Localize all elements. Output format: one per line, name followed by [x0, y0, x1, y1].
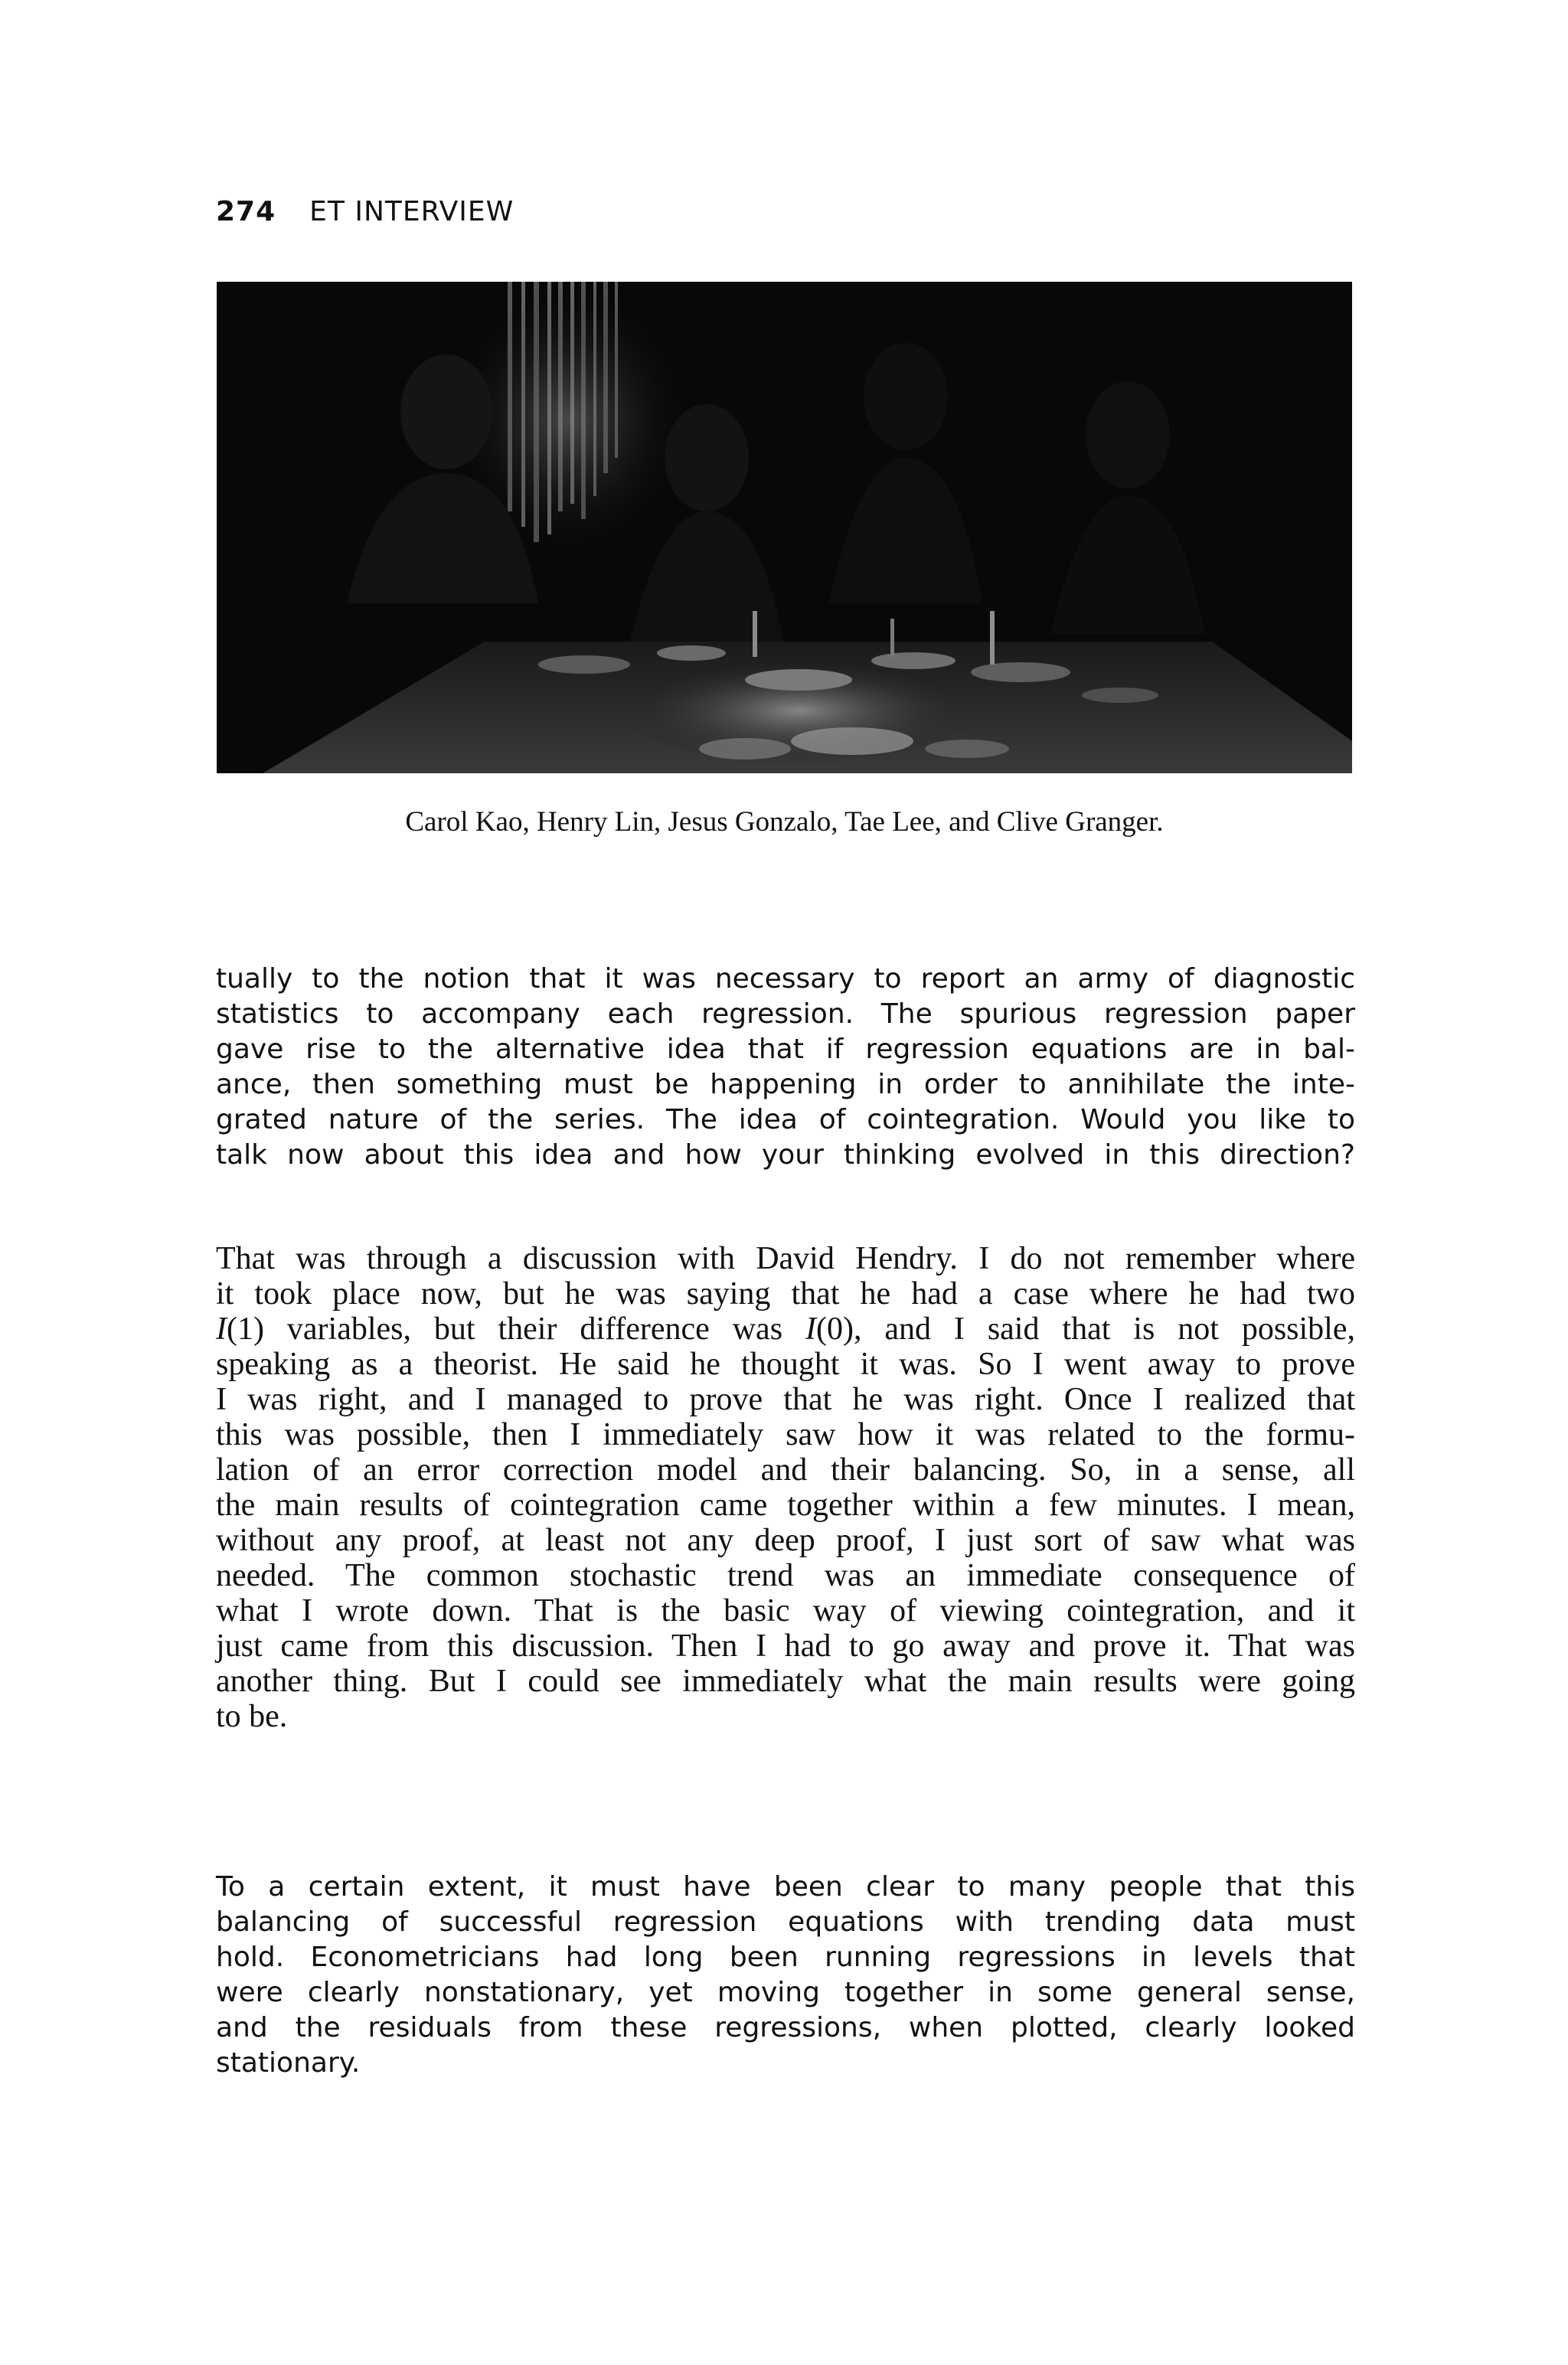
journal-section-title: ET INTERVIEW — [309, 196, 514, 227]
text-line: and the residuals from these regressions, when plotted, clearly looked — [216, 2012, 1355, 2043]
text-line: another thing. But I could see immediately what the main results were going — [216, 1664, 1355, 1699]
page-number: 274 — [216, 196, 276, 227]
text-line: balancing of successful regression equations with trending data must — [216, 1906, 1355, 1938]
variable-symbol: I — [216, 1312, 227, 1347]
interviewee-answer — [216, 1241, 1355, 1734]
text-line: the main results of cointegration came together within a few minutes. I mean, — [216, 1488, 1355, 1523]
text-line: I(1) variables, but their difference was I(0), and I said that is not possible, — [216, 1312, 1355, 1347]
text-line: just came from this discussion. Then I had to go away and prove it. That was — [216, 1628, 1355, 1664]
text-line: needed. The common stochastic trend was an immediate consequence of — [216, 1558, 1355, 1593]
text-line: it took place now, but he was saying that he had a case where he had two — [216, 1276, 1355, 1312]
text-line: ance, then something must be happening in order to annihilate the inte- — [216, 1069, 1355, 1100]
text-line: tually to the notion that it was necessary to report an army of diagnostic — [216, 963, 1355, 995]
text-line: without any proof, at least not any deep proof, I just sort of saw what was — [216, 1523, 1355, 1558]
text-line: I was right, and I managed to prove that he was right. Once I realized that — [216, 1382, 1355, 1417]
interviewer-question-2 — [216, 1870, 1355, 2081]
text-line: talk now about this idea and how your thinking evolved in this direction? — [216, 1139, 1355, 1171]
text-line: To a certain extent, it must have been clear to many people that this — [216, 1871, 1355, 1903]
text-line: this was possible, then I immediately saw how it was related to the formu- — [216, 1417, 1355, 1452]
text-line: were clearly nonstationary, yet moving together in some general sense, — [216, 1977, 1355, 2008]
text-line: hold. Econometricians had long been running regressions in levels that — [216, 1942, 1355, 1973]
text-line: to be. — [216, 1699, 288, 1734]
text-line: grated nature of the series. The idea of cointegration. Would you like to — [216, 1104, 1355, 1135]
text-line: statistics to accompany each regression. The spurious regression paper — [216, 998, 1355, 1030]
text-line: That was through a discussion with David Hendry. I do not remember where — [216, 1241, 1355, 1276]
interviewer-question-1 — [216, 962, 1355, 1173]
variable-symbol: I — [805, 1312, 816, 1347]
text-line: speaking as a theorist. He said he thought it was. So I went away to prove — [216, 1347, 1355, 1382]
running-head — [216, 196, 514, 227]
text-line: gave rise to the alternative idea that if regression equations are in bal- — [216, 1034, 1355, 1065]
text-line: what I wrote down. That is the basic way of viewing cointegration, and it — [216, 1593, 1355, 1628]
text-line: stationary. — [216, 2047, 361, 2079]
figure-caption: Carol Kao, Henry Lin, Jesus Gonzalo, Tae Lee, and Clive Granger. — [405, 806, 1164, 838]
group-photo — [217, 282, 1352, 773]
photo-image — [217, 282, 1352, 773]
text-line: lation of an error correction model and their balancing. So, in a sense, all — [216, 1452, 1355, 1488]
